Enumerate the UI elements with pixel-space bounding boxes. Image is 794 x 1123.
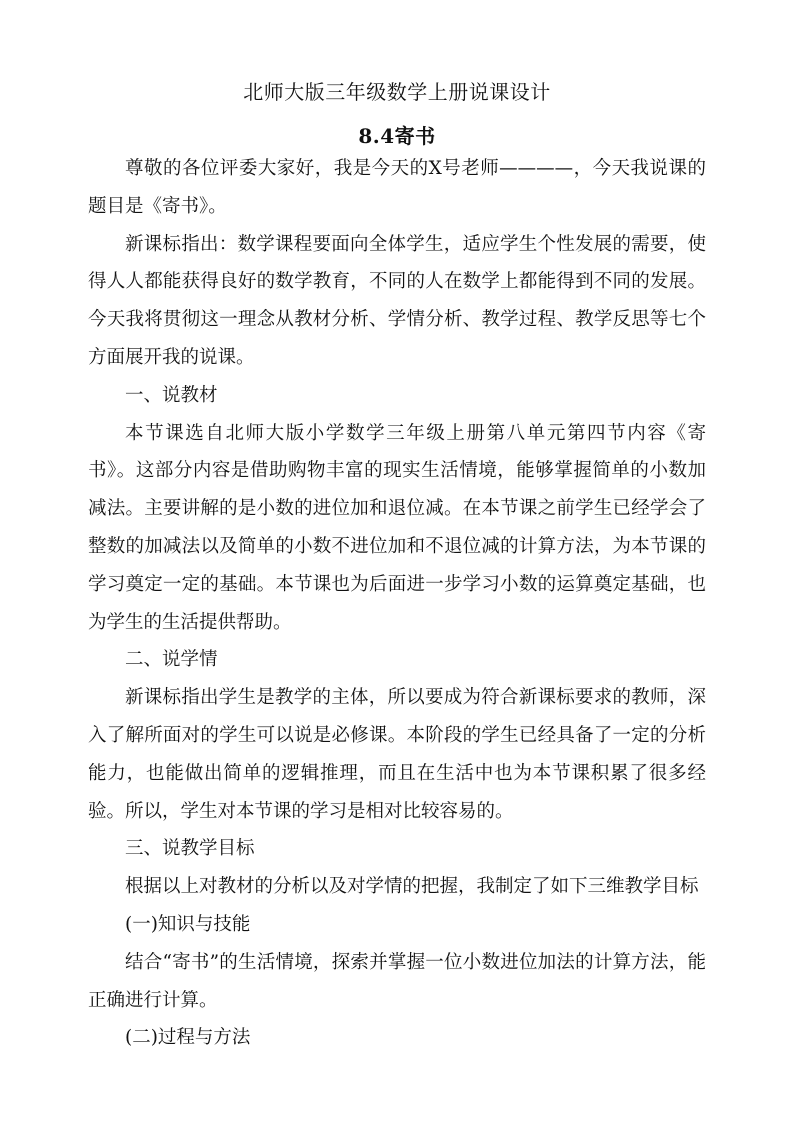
document-title: 北师大版三年级数学上册说课设计 (243, 80, 551, 104)
paragraph-curriculum: 新课标指出：数学课程要面向全体学生，适应学生个性发展的需要，使得人人都能获得良好的数学教育，不同的人在数学上都能得到不同的发展。今天我将贯彻这一理念从教材分析、学情分析、教学过程、教学反思等七个方面展开我的说课。 (88, 233, 706, 368)
document-body (88, 150, 706, 1057)
paragraph-knowledge-skills: 结合“寄书”的生活情境，探索并掌握一位小数进位加法的计算方法，能正确进行计算。 (88, 951, 706, 1011)
subheading-knowledge-skills: (一)知识与技能 (125, 913, 251, 935)
document-subtitle: 8.4寄书 (358, 124, 436, 148)
section-heading-textbook: 一、说教材 (125, 384, 218, 406)
subheading-process-methods: (二)过程与方法 (125, 1027, 251, 1049)
paragraph-students: 新课标指出学生是教学的主体，所以要成为符合新课标要求的教师，深入了解所面对的学生可以说是必修课。本阶段的学生已经具备了一定的分析能力，也能做出简单的逻辑推理，而且在生活中也为本节课积累了很多经验。所以，学生对本节课的学习是相对比较容易的。 (88, 687, 706, 822)
section-heading-students: 二、说学情 (125, 649, 218, 671)
paragraph-greeting: 尊敬的各位评委大家好，我是今天的X号老师————，今天我说课的题目是《寄书》。 (88, 158, 706, 217)
paragraph-objectives-intro: 根据以上对教材的分析以及对学情的把握，我制定了如下三维教学目标 (125, 876, 699, 898)
section-heading-objectives: 三、说教学目标 (125, 838, 255, 860)
paragraph-textbook: 本节课选自北师大版小学数学三年级上册第八单元第四节内容《寄书》。这部分内容是借助购物丰富的现实生活情境，能够掌握简单的小数加减法。主要讲解的是小数的进位加和退位减。在本节课之前学生已经学会了整数的加减法以及简单的小数不进位加和不退位减的计算方法，为本节课的学习奠定一定的基础。本节课也为后面进一步学习小数的运算奠定基础，也为学生的生活提供帮助。 (88, 422, 706, 633)
